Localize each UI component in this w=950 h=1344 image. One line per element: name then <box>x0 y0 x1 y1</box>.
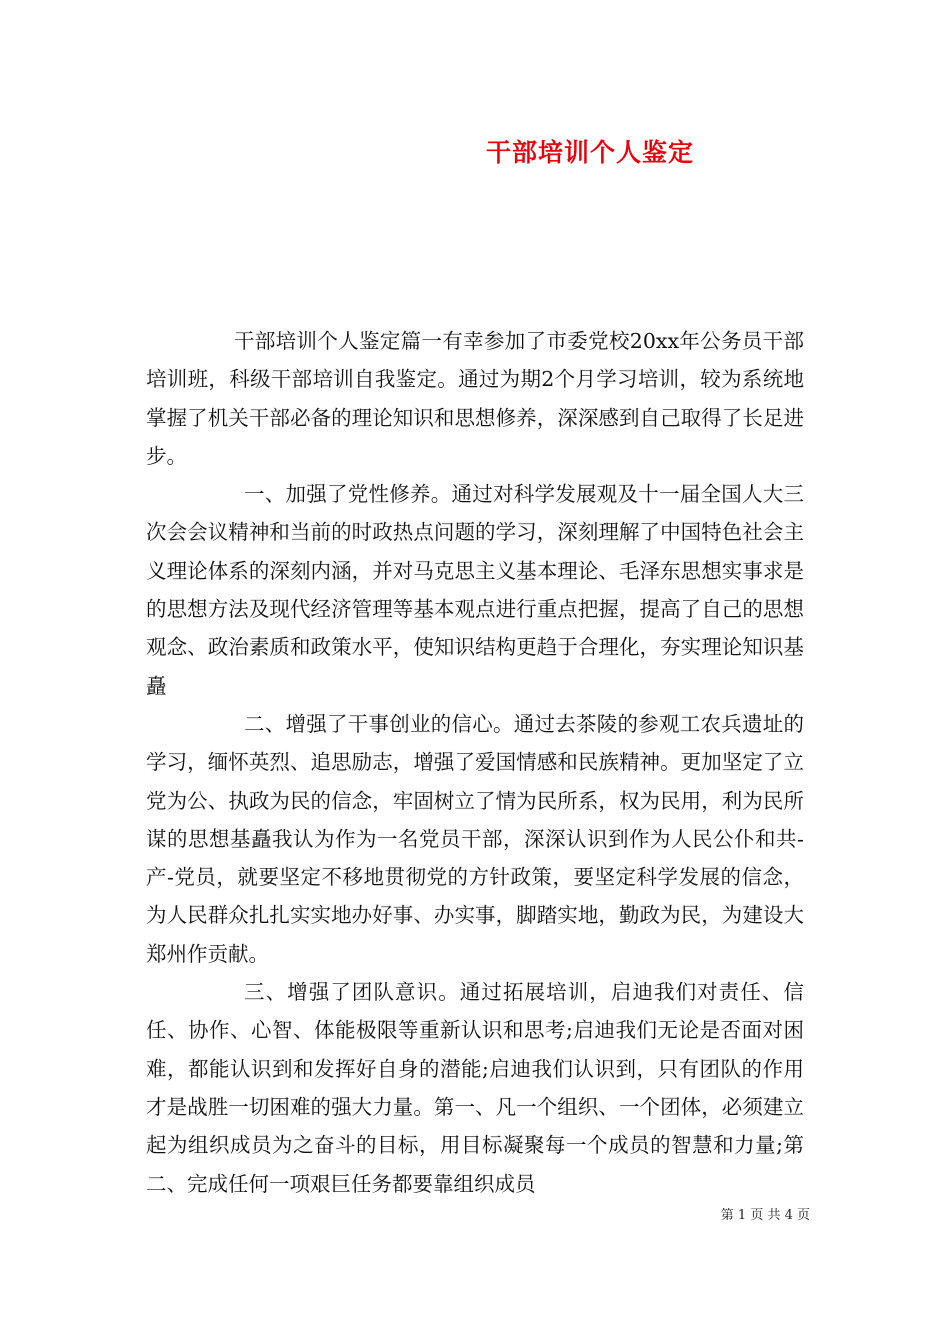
paragraph-section-2: 二、增强了干事创业的信心。通过去茶陵的参观工农兵遗址的学习，缅怀英烈、追思励志，增强了爱国情感和民族精神。更加坚定了立党为公、执政为民的信念，牢固树立了情为民所系，权为民用，利为民所谋的思想基矗我认为作为一名党员干部，深深认识到作为人民公仆和共-产-党员，就要坚定不移地贯彻党的方针政策，要坚定科学发展的信念，为人民群众扎扎实实地办好事、办实事，脚踏实地，勤政为民，为建设大郑州作贡献。 <box>146 711 804 966</box>
paragraph-section-1: 一、加强了党性修养。通过对科学发展观及十一届全国人大三次会会议精神和当前的时政热点问题的学习，深刻理解了中国特色社会主义理论体系的深刻内涵，并对马克思主义基本理论、毛泽东思想实事求是的思想方法及现代经济管理等基本观点进行重点把握，提高了自己的思想观念、政治素质和政策水平，使知识结构更趋于合理化，夯实理论知识基矗 <box>146 482 804 698</box>
paragraph-section-3: 三、增强了团队意识。通过拓展培训，启迪我们对责任、信任、协作、心智、体能极限等重新认识和思考;启迪我们无论是否面对困难，都能认识到和发挥好自身的潜能;启迪我们认识到，只有团队的作用才是战胜一切困难的强大力量。第一、凡一个组织、一个团体，必须建立起为组织成员为之奋斗的目标，用目标凝聚每一个成员的智慧和力量;第二、完成任何一项艰巨任务都要靠组织成员 <box>146 980 804 1196</box>
page-number-footer: 第 1 页 共 4 页 <box>720 1208 810 1223</box>
page-title: 干部培训个人鉴定 <box>485 138 694 167</box>
document-body <box>146 322 804 1203</box>
paragraph-intro: 干部培训个人鉴定篇一有幸参加了市委党校20xx年公务员干部培训班，科级干部培训自我鉴定。通过为期2个月学习培训，较为系统地掌握了机关干部必备的理论知识和思想修养，深深感到自己取得了长足进步。 <box>146 329 804 468</box>
